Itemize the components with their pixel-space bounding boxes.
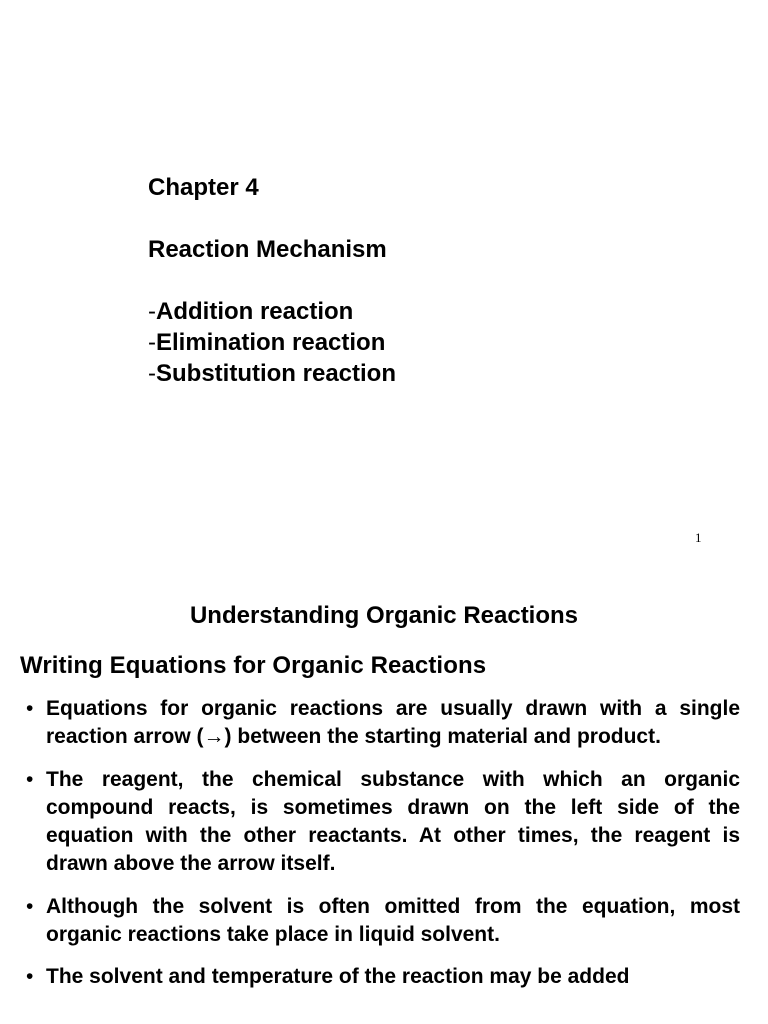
section-heading: Writing Equations for Organic Reactions (20, 652, 487, 679)
chapter-title-block (148, 172, 396, 389)
bullet-icon: • (26, 697, 34, 720)
chapter-title: Reaction Mechanism (148, 236, 387, 263)
bullet-icon: • (26, 767, 34, 791)
slide-title: Understanding Organic Reactions (189, 602, 579, 629)
bullet-icon: • (26, 894, 34, 918)
topic-item: -Substitution reaction (148, 360, 396, 387)
bullet-item: • The reagent, the chemical substance with which an organic compound reacts, is sometimes drawn on the left side of the equation with the other reactants. At other times, the reagent is drawn above the arrow itself. (26, 767, 740, 876)
bullet-item: • Although the solvent is often omitted from the equation, most organic reactions take place in liquid solvent. (26, 894, 740, 947)
page-number: 1 (695, 530, 702, 545)
bullet-item: • Equations for organic reactions are usually drawn with a single reaction arrow (→) between the starting material and product. (26, 697, 740, 749)
chapter-label: Chapter 4 (148, 174, 259, 201)
bullet-list (20, 695, 740, 1006)
slide-2 (0, 576, 768, 1024)
bullet-icon: • (26, 965, 34, 989)
topic-item: -Elimination reaction (148, 329, 386, 356)
topic-item: -Addition reaction (148, 298, 354, 325)
bullet-item: • The solvent and temperature of the reaction may be added (20, 963, 740, 991)
